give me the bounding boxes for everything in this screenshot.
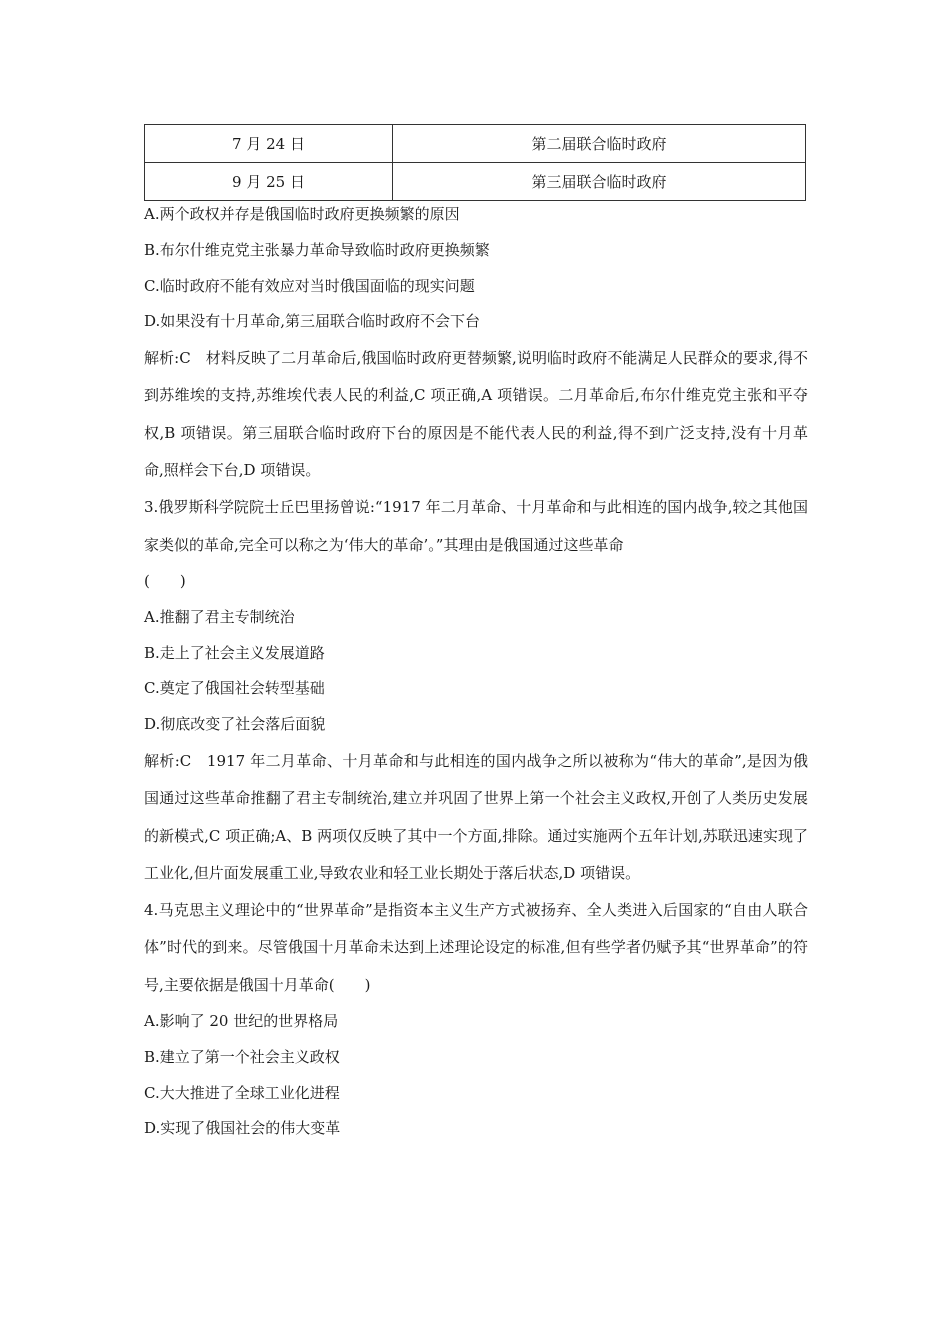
table-cell-date: 7 月 24 日 [145, 125, 393, 163]
table-cell-event: 第二届联合临时政府 [393, 125, 806, 163]
q4-stem: 4.马克思主义理论中的“世界革命”是指资本主义生产方式被扬弃、全人类进入后国家的“自由人联合体”时代的到来。尽管俄国十月革命未达到上述理论设定的标准,但有些学者仍赋予其“世界革命”的符号,主要依据是俄国十月革命( ) [144, 901, 808, 994]
q3-option-a: A.推翻了君主专制统治 [144, 607, 295, 626]
q2-option-c: C.临时政府不能有效应对当时俄国面临的现实问题 [144, 276, 475, 295]
q3-stem: 3.俄罗斯科学院院士丘巴里扬曾说:“1917 年二月革命、十月革命和与此相连的国内战争,较之其他国家类似的革命,完全可以称之为‘伟大的革命’。”其理由是俄国通过这些革命 [144, 498, 808, 554]
q4-option-d: D.实现了俄国社会的伟大变革 [144, 1119, 341, 1138]
table-row [145, 125, 806, 163]
q3-option-b: B.走上了社会主义发展道路 [144, 643, 325, 662]
q2-analysis: 解析:C 材料反映了二月革命后,俄国临时政府更替频繁,说明临时政府不能满足人民群众的要求,得不到苏维埃的支持,苏维埃代表人民的利益,C 项正确,A 项错误。二月革命后,布尔什维克党主张和平夺权,B 项错误。第三届联合临时政府下台的原因是不能代表人民的利益,得不到广泛支持,没有十月革命,照样会下台,D 项错误。 [144, 349, 808, 480]
q4-option-b: B.建立了第一个社会主义政权 [144, 1047, 340, 1066]
q4-option-c: C.大大推进了全球工业化进程 [144, 1083, 340, 1102]
question-content [144, 197, 808, 1147]
q2-option-d: D.如果没有十月革命,第三届联合临时政府不会下台 [144, 312, 481, 331]
q3-answer-paren: ( ) [144, 571, 186, 590]
table-cell-event: 第三届联合临时政府 [393, 163, 806, 201]
q3-analysis: 解析:C 1917 年二月革命、十月革命和与此相连的国内战争之所以被称为“伟大的革命”,是因为俄国通过这些革命推翻了君主专制统治,建立并巩固了世界上第一个社会主义政权,开创了人类历史发展的新模式,C 项正确;A、B 两项仅反映了其中一个方面,排除。通过实施两个五年计划,苏联迅速实现了工业化,但片面发展重工业,导致农业和轻工业长期处于落后状态,D 项错误。 [144, 751, 808, 882]
q2-option-a: A.两个政权并存是俄国临时政府更换频繁的原因 [144, 205, 460, 223]
revolution-timeline-table [144, 124, 806, 201]
table-row [145, 163, 806, 201]
q3-option-c: C.奠定了俄国社会转型基础 [144, 679, 325, 698]
q4-option-a: A.影响了 20 世纪的世界格局 [144, 1012, 339, 1031]
table-cell-date: 9 月 25 日 [145, 163, 393, 201]
q3-option-d: D.彻底改变了社会落后面貌 [144, 715, 326, 734]
q2-option-b: B.布尔什维克党主张暴力革命导致临时政府更换频繁 [144, 240, 490, 259]
